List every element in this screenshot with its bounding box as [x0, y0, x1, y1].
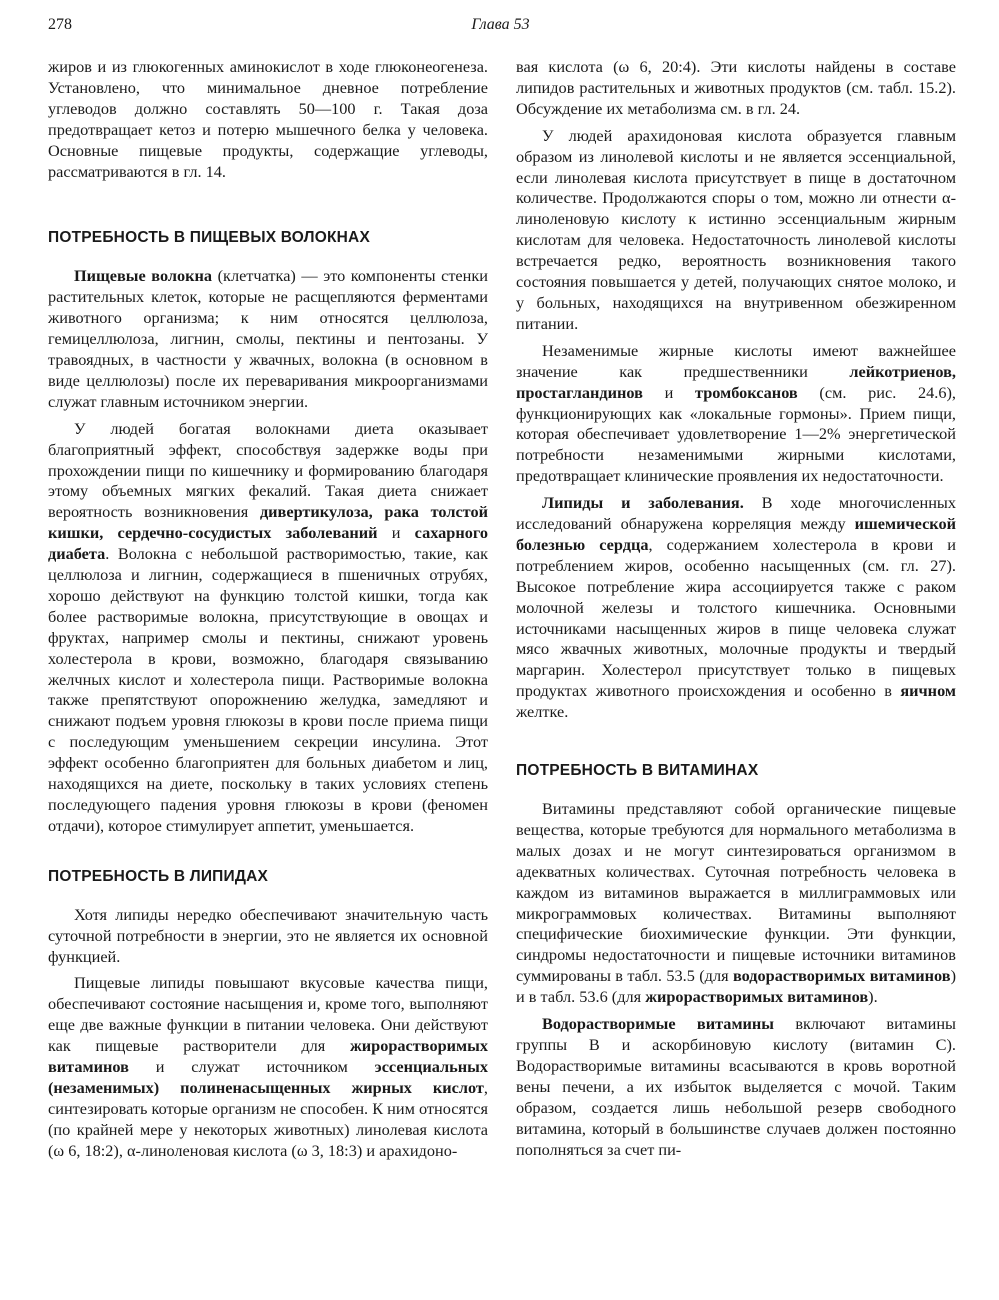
term-ischemic-heart-disease: ишемической болезнью сердца: [516, 514, 956, 554]
paragraph-water-soluble: Водорастворимые витамины включают витамины группы В и аскорбиновую кислоту (витамин С). Водорастворимые витамины всасываются в кровь воротной вены печени, а их избыток выделяется с мочой. Таким образом, создается лишь небольшой резерв свободного витамина, который в большинстве случаев должен постоянно пополняться за счет пи-: [516, 1014, 956, 1159]
paragraph-essential-acids: Незаменимые жирные кислоты имеют важнейшее значение как предшественники лейкотриенов, простагландинов и тромбоксанов (см. рис. 24.6), функционирующих как «локальные гормоны». Прием пищи, которая обеспечивает удовлетворение 1—2% энергетической потребности незаменимыми жирными кислотами, предотвращает клинические проявления их недостаточности.: [516, 340, 956, 486]
term-fat-soluble-vitamins-2: жирорастворимых витаминов: [645, 987, 869, 1007]
heading-vitamins: ПОТРЕБНОСТЬ В ВИТАМИНАХ: [516, 762, 759, 780]
term-water-soluble-vitamins: водорастворимых витаминов: [732, 966, 951, 986]
term-water-soluble-vitamins-2: Водорастворимые витамины: [542, 1014, 775, 1034]
paragraph-fiber-effects: У людей богатая волокнами диета оказывает благоприятный эффект, способствуя задержке воды при прохождении пищи по кишечнику и формированию благодаря этому объемных мягких фекалий. Такая диета снижает вероятность возникновения дивертикулоза, рака толстой кишки, сердечно-сосудистых заболеваний и сахарного диабета. Волокна с небольшой растворимостью, такие, как целлюлоза и лигнин, содержащиеся в пшеничных отрубях, хорошо действуют на функцию толстой кишки, тогда как более растворимые волокна, присутствующие в овощах и фруктах, например смолы и пектины, снижают уровень холестерола в крови, возможно, благодаря связыванию желчных кислот и холестерола пищи. Растворимые волокна также препятствуют опорожнению желудка, замедляют и снижают подъем уровня глюкозы в крови после приема пищи с последующим уменьшением секреции инсулина. Этот эффект особенно благоприятен для больных диабетом и лиц, находящихся на диете, поскольку в таких условиях степень последующего падения уровня глюкозы в крови (феномен отдачи), которое стимулирует аппетит, уменьшается.: [48, 418, 489, 835]
chapter-title: Глава 53: [471, 16, 530, 33]
page-header: [48, 16, 953, 40]
term-dietary-fiber: Пищевые волокна: [74, 266, 213, 286]
right-column: [516, 57, 956, 1166]
term-egg-yolk: яичном: [900, 681, 956, 701]
paragraph-carbohydrates-end: жиров и из глюкогенных аминокислот в ходе глюконеогенеза. Установлено, что минимальное дневное потребление углеводов должно составлять 50—100 г. Такая доза предотвращает кетоз и потерю мышечного белка у человека. Основные пищевые продукты, содержащие углеводы, рассматриваются в гл. 14.: [48, 57, 488, 181]
paragraph-fiber-definition: Пищевые волокна (клетчатка) — это компоненты стенки растительных клеток, которые не расщепляются ферментами животного организма; к ним относятся целлюлоза, гемицеллюлоза, лигнин, смолы, пектины и пентозаны. У травоядных, в частности у жвачных, волокна (в основном в виде целлюлозы) после их переваривания микроорганизмами служат главным источником энергии.: [48, 266, 488, 411]
paragraph-lipids-energy: Хотя липиды нередко обеспечивают значительную часть суточной потребности в энергии, это не является их основной функцией.: [48, 904, 488, 966]
paragraph-arachidonic: У людей арахидоновая кислота образуется главным образом из линолевой кислоты и не является эссенциальной, если линолевая кислота присутствует в пище в достаточном количестве. Продолжаются споры о том, можно ли отнести α-линоленовую кислоту к истинно эссенциальным жирным кислотам для человека. Недостаточность линолевой кислоты встречается редко, вероятность возникновения такого состояния повышается у детей, получающих снятое молоко, и у больных, находящихся на внутривенном обезжиренном питании.: [516, 125, 956, 333]
term-leukotrienes: лейкотриенов, простагландинов: [516, 361, 956, 402]
heading-lipids: ПОТРЕБНОСТЬ В ЛИПИДАХ: [48, 867, 269, 885]
paragraph-arachidonic-continued: вая кислота (ω 6, 20:4). Эти кислоты найдены в составе липидов растительных и животных продуктов (см. табл. 15.2). Обсуждение их метаболизма см. в гл. 24.: [516, 57, 956, 118]
heading-fiber: ПОТРЕБНОСТЬ В ПИЩЕВЫХ ВОЛОКНАХ: [48, 229, 370, 247]
term-thromboxanes: тромбоксанов: [695, 382, 798, 402]
left-column: [48, 57, 488, 1168]
term-diseases: дивертикулоза, рака толстой кишки, сердечно-сосудистых заболеваний: [48, 502, 488, 543]
term-lipids-diseases: Липиды и заболевания.: [542, 493, 744, 513]
term-diabetes: сахарного диабета: [48, 523, 489, 564]
term-fat-soluble-vitamins: жирорастворимых витаминов: [48, 1036, 488, 1077]
paragraph-vitamins-definition: Витамины представляют собой органические пищевые вещества, которые требуются для нормального метаболизма в малых дозах и не могут синтезироваться организмом в адекватных количествах. Суточная потребность человека в каждом из витаминов выражается в миллиграммовых или микрограммовых количествах. Витамины выполняют специфические биохимические функции. Эти функции, синдромы недостаточности и пищевые источники витаминов суммированы в табл. 53.5 (для водорастворимых витаминов) и в табл. 53.6 (для жирорастворимых витаминов).: [516, 799, 957, 1007]
paragraph-lipids-functions: Пищевые липиды повышают вкусовые качества пищи, обеспечивают состояние насыщения и, кроме того, выполняют еще две важные функции в питании человека. Они действуют как пищевые растворители для жирорастворимых витаминов и служат источником эссенциальных (незаменимых) полиненасыщенных жирных кислот, синтезировать которые организм не способен. К ним относятся (по крайней мере у некоторых животных) линолевая кислота (ω 6, 18:2), α-линоленовая кислота (ω 3, 18:3) и арахидоно-: [48, 973, 488, 1160]
page-number: 278: [48, 16, 72, 33]
paragraph-lipids-diseases: Липиды и заболевания. В ходе многочисленных исследований обнаружена корреляция между ишемической болезнью сердца, содержанием холестерола в крови и потреблением жиров, особенно насыщенных (см. гл. 27). Высокое потребление жира ассоциируется также с раком молочной железы и толстого кишечника. Основными источниками насыщенных жиров в пище человека служат мясо жвачных животных, молочные продукты и твердый маргарин. Холестерол присутствует только в пищевых продуктах животного происхождения и особенно в яичном желтке.: [516, 493, 956, 722]
term-essential-fatty-acids: эссенциальных (незаменимых) полиненасыщенных жирных кислот: [48, 1057, 488, 1097]
